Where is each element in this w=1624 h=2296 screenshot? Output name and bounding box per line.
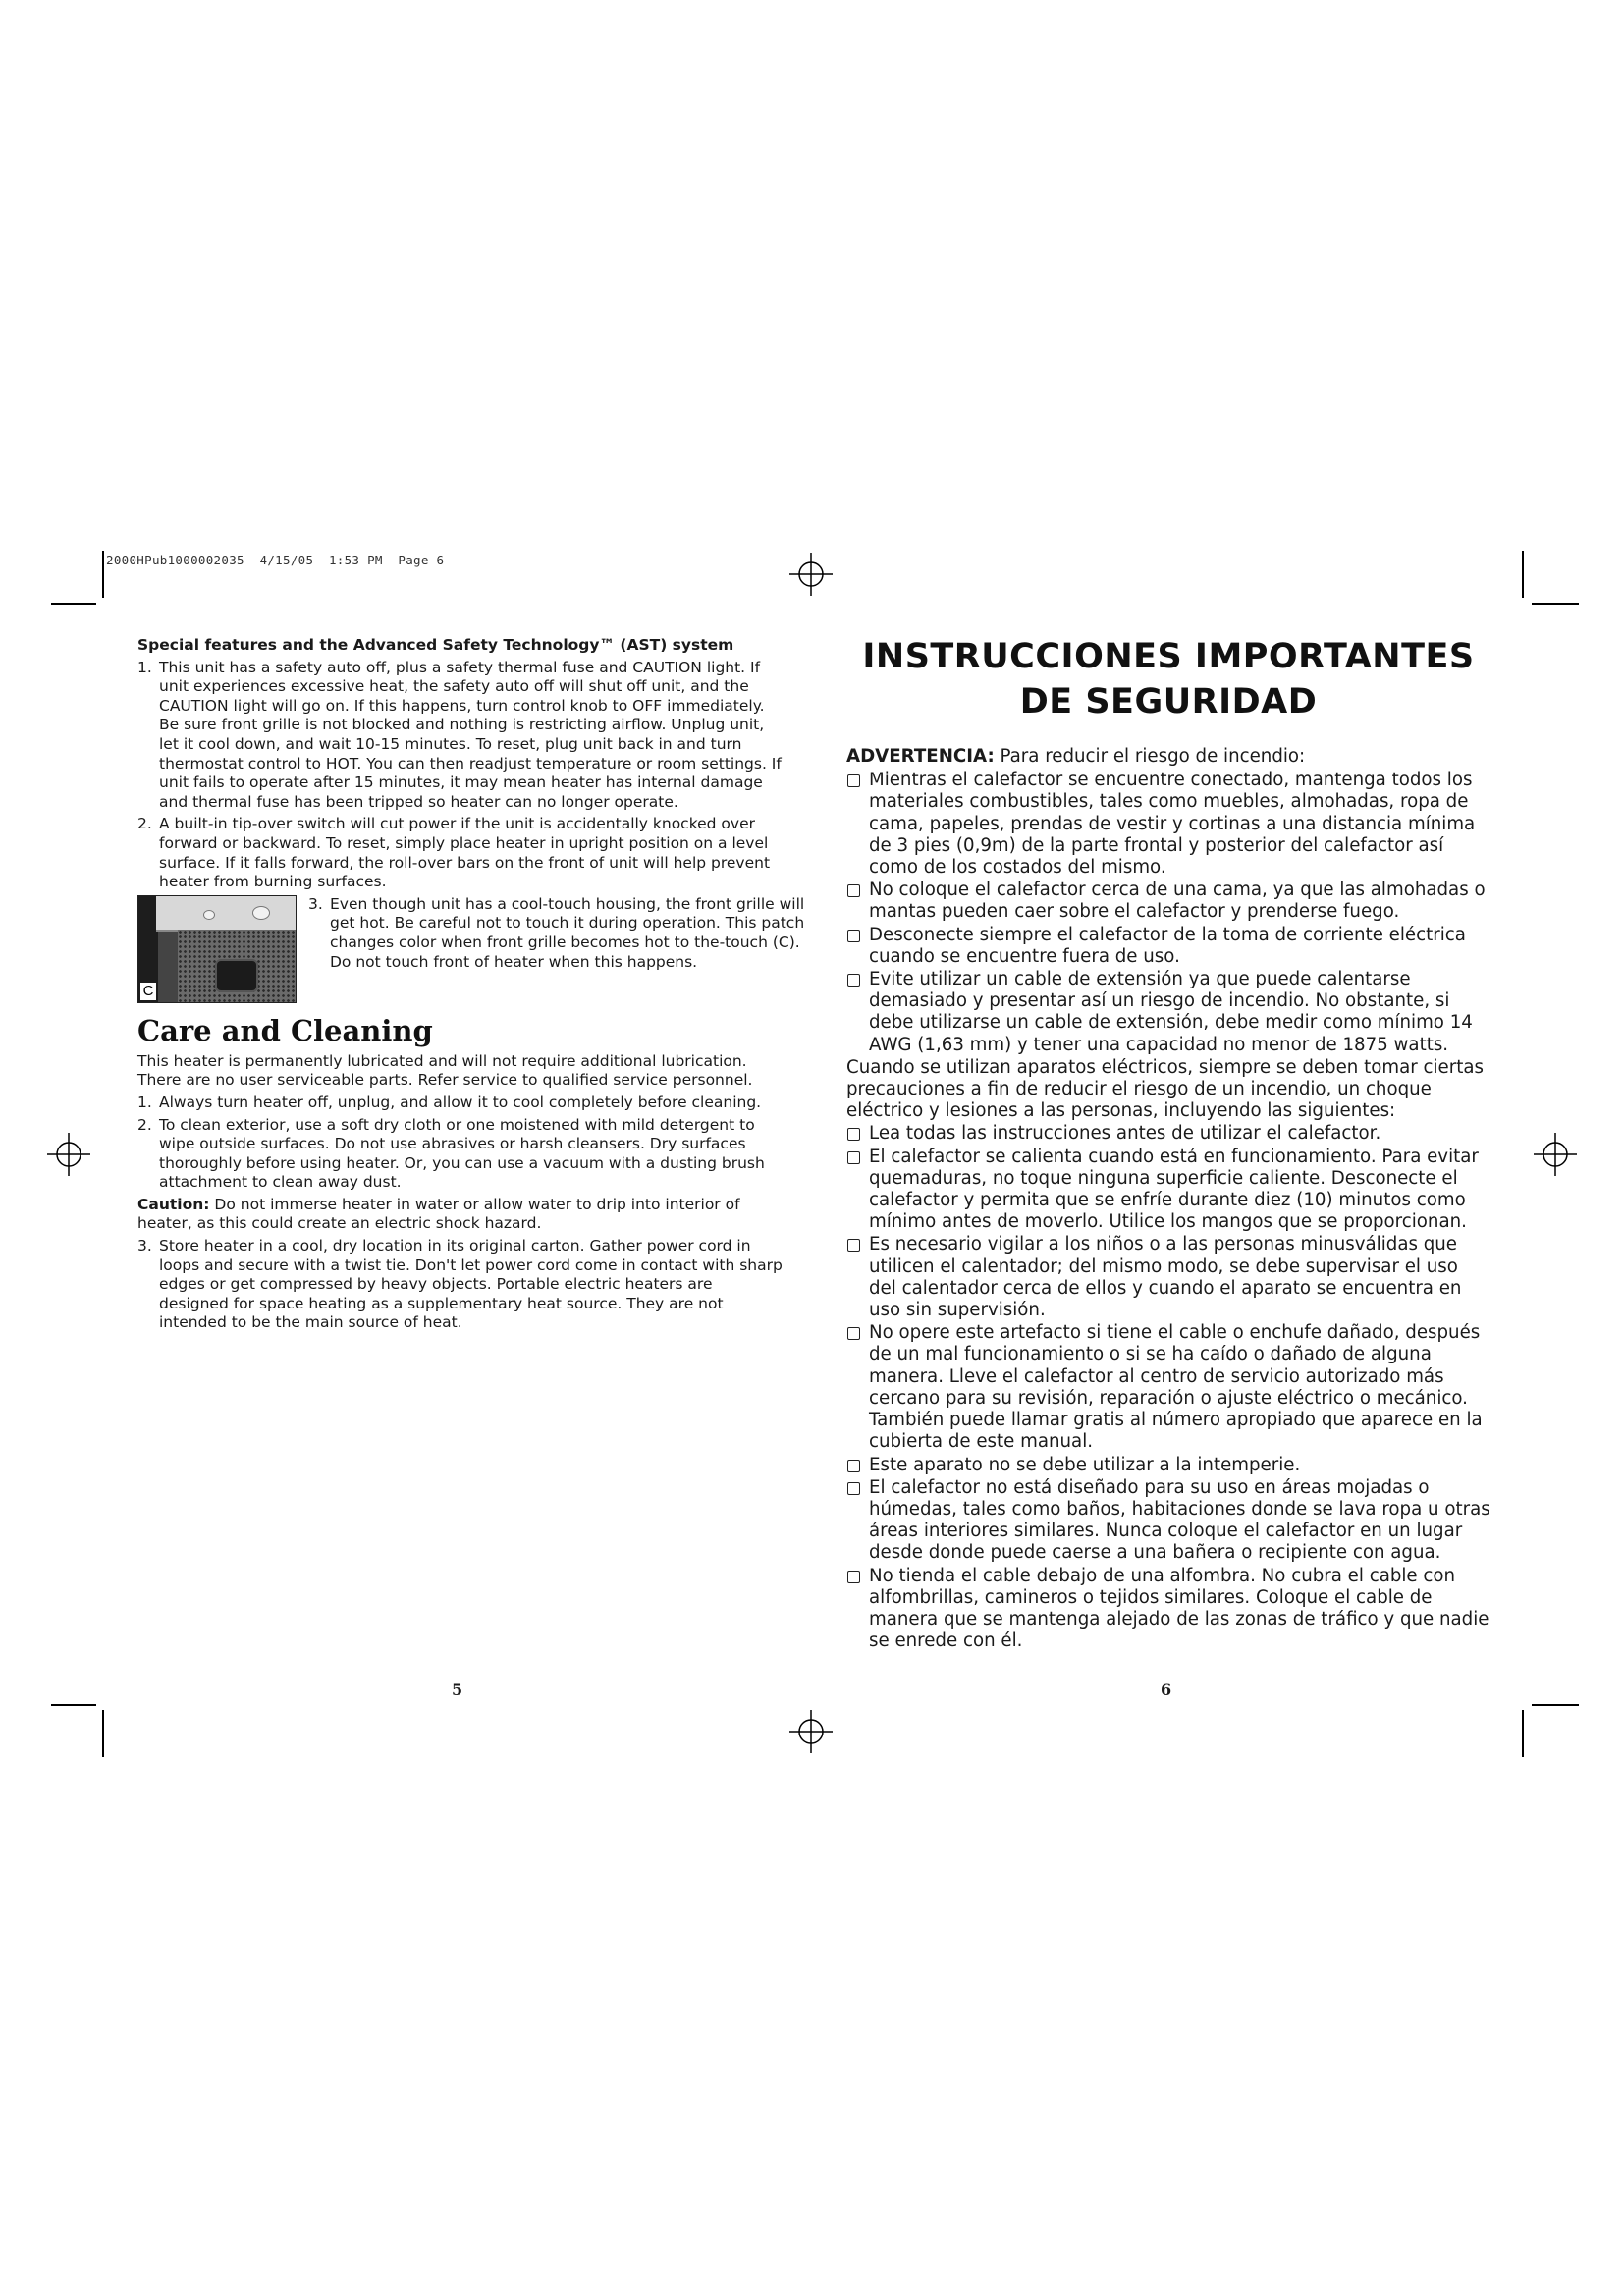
- item-text: Desconecte siempre el calefactor de la toma de corriente eléctrica cuando se encuentre fuera de uso.: [869, 924, 1466, 967]
- features-heading: Special features and the Advanced Safety Technology™ (AST) system: [137, 636, 734, 654]
- page-number-right: 6: [1161, 1681, 1172, 1699]
- list-item: [846, 969, 1490, 1056]
- crop-mark: [51, 603, 96, 605]
- checkbox-icon: [847, 1128, 860, 1141]
- list-item: [846, 925, 1490, 968]
- item-text: Es necesario vigilar a los niños o a las personas minusválidas que utilicen el calentador; del mismo modo, se debe supervisar el uso del calentador cerca de ellos y cuando el aparato se encuentra en uso sin supervisión.: [869, 1234, 1462, 1321]
- item-text: Store heater in a cool, dry location in its original carton. Gather power cord in loops and secure with a twist tie. Don't let power cord come in contact with sharp edges or get compressed by heavy objects. Portable electric heaters are designed for space heating as a supplementary heat source. They are not intended to be the main source of heat.: [159, 1237, 783, 1332]
- item-text: No coloque el calefactor cerca de una cama, ya que las almohadas o mantas pueden caer sobre el calefactor y prenderse fuego.: [869, 880, 1486, 923]
- right-page-column: [846, 634, 1490, 1653]
- checkbox-icon: [847, 974, 860, 987]
- care-intro: This heater is permanently lubricated and will not require additional lubrication. There are no user serviceable parts. Refer service to qualified service personnel.: [137, 1051, 753, 1090]
- page-title: [846, 634, 1490, 724]
- list-item: [846, 1123, 1490, 1145]
- caution-note: [137, 1196, 783, 1234]
- item-text: To clean exterior, use a soft dry cloth or one moistened with mild detergent to wipe outside surfaces. Do not use abrasives or harsh cleansers. Dry surfaces thoroughly before using heater. Or, you can use a vacuum with a dusting brush attachment to clean away dust.: [159, 1115, 765, 1192]
- warning-line: [846, 746, 1490, 768]
- warning-text: Para reducir el riesgo de incendio:: [994, 746, 1306, 767]
- checkbox-icon: [847, 1151, 860, 1164]
- warning-list: [846, 770, 1490, 1056]
- photo-indicator: [203, 910, 215, 920]
- crop-mark: [1532, 603, 1579, 605]
- photo-knob: [252, 906, 270, 920]
- item-number: 3.: [137, 1237, 152, 1255]
- item-number: 3.: [308, 894, 323, 913]
- photo-patch: [215, 959, 258, 992]
- precautions-list: [846, 1123, 1490, 1652]
- list-item: [846, 1147, 1490, 1234]
- crop-mark: [1532, 1704, 1579, 1706]
- checkbox-icon: [847, 1239, 860, 1252]
- registration-mark-icon: [789, 553, 833, 596]
- care-list: [137, 1094, 783, 1193]
- item-number: 1.: [137, 658, 152, 676]
- item-text: Mientras el calefactor se encuentre conectado, mantenga todos los materiales combustibles, tales como muebles, almohadas, ropa de cama, papeles, prendas de vestir y cortinas a una distancia mínima de 3 pies (0,9m) de la parte frontal y posterior del calefactor así como de los costados del mismo.: [869, 770, 1476, 879]
- checkbox-icon: [847, 1327, 860, 1340]
- list-item: [137, 1237, 783, 1333]
- item-text: El calefactor se calienta cuando está en funcionamiento. Para evitar quemaduras, no toque ninguna superficie caliente. Desconecte el calefactor y permita que se enfríe durante diez (10) minutos como mínimo antes de moverlo. Utilice los mangos que se proporcionan.: [869, 1146, 1479, 1233]
- list-item: [137, 1116, 783, 1193]
- print-slug: 2000HPub1000002035 4/15/05 1:53 PM Page 6: [106, 553, 445, 567]
- item-text: El calefactor no está diseñado para su uso en áreas mojadas o húmedas, tales como baños, habitaciones donde se lava ropa u otras áreas interiores similares. Nunca coloque el calefactor en un lugar desde donde puede caerse a una bañera o recipiente con agua.: [869, 1476, 1490, 1564]
- item-text: Evite utilizar un cable de extensión ya que puede calentarse demasiado y presentar así un riesgo de incendio. No obstante, si debe utilizarse un cable de extensión, debe medir como mínimo 14 AWG (1,63 mm) y tener una capacidad no menor de 1875 watts.: [869, 969, 1473, 1055]
- list-item: [308, 895, 805, 972]
- warning-label: ADVERTENCIA:: [846, 746, 995, 767]
- item-text: This unit has a safety auto off, plus a safety thermal fuse and CAUTION light. If unit experiences excessive heat, the safety auto off will shut off unit, and the CAUTION light will go on. If this happens, turn control knob to OFF immediately. Be sure front grille is not blocked and nothing is restricting airflow. Unplug unit, let it cool down, and wait 10-15 minutes. To reset, plug unit back in and turn thermostat control to HOT. You can then readjust temperature or room settings. If unit fails to operate after 15 minutes, it may mean heater has internal damage and thermal fuse has been tripped so heater can no longer operate.: [159, 658, 782, 811]
- item-number: 2.: [137, 815, 152, 833]
- crop-mark: [102, 551, 104, 598]
- registration-mark-icon: [1534, 1133, 1577, 1176]
- list-item: [846, 1566, 1490, 1653]
- item-text: Lea todas las instrucciones antes de utilizar el calefactor.: [869, 1123, 1381, 1145]
- item-text: No tienda el cable debajo de una alfombra. No cubra el cable con alfombrillas, camineros o tejidos similares. Coloque el cable de manera que se mantenga alejado de las zonas de tráfico y que nadie se enrede con él.: [869, 1565, 1489, 1652]
- photo-top-panel: [156, 896, 296, 932]
- item-text: Always turn heater off, unplug, and allow it to cool completely before cleaning.: [159, 1093, 762, 1111]
- photo-item-row: [137, 894, 805, 1009]
- list-item: [846, 880, 1490, 923]
- care-list-continued: [137, 1237, 783, 1333]
- list-item: [846, 1234, 1490, 1321]
- list-item: [846, 1455, 1490, 1476]
- precautions-intro: Cuando se utilizan aparatos eléctricos, siempre se deben tomar ciertas precauciones a fin de reducir el riesgo de un incendio, un choque eléctrico y lesiones a las personas, incluyendo las siguientes:: [846, 1056, 1484, 1122]
- item-text: Este aparato no se debe utilizar a la intemperie.: [869, 1454, 1301, 1475]
- care-title: Care and Cleaning: [137, 1013, 433, 1047]
- left-page-column: [137, 636, 805, 1336]
- list-item: [846, 1477, 1490, 1565]
- registration-mark-icon: [789, 1710, 833, 1753]
- page-number-left: 5: [452, 1681, 463, 1699]
- crop-mark: [102, 1710, 104, 1757]
- title-line-1: INSTRUCCIONES IMPORTANTES: [862, 637, 1475, 676]
- list-item: [137, 815, 783, 891]
- checkbox-icon: [847, 1482, 860, 1495]
- crop-mark: [1522, 551, 1524, 598]
- caution-text: Do not immerse heater in water or allow water to drip into interior of heater, as this could create an electric shock hazard.: [137, 1195, 740, 1233]
- item-text: No opere este artefacto si tiene el cable o enchufe dañado, después de un mal funcionamiento o si se ha caído o dañado de alguna manera. Lleve el calefactor al centro de servicio autorizado más cercano para su revisión, reparación o ajuste eléctrico o mecánico. También puede llamar gratis al número apropiado que aparece en la cubierta de este manual.: [869, 1322, 1483, 1453]
- checkbox-icon: [847, 774, 860, 787]
- registration-mark-icon: [47, 1133, 90, 1176]
- features-list: [137, 659, 783, 892]
- heater-photo: [137, 895, 297, 1003]
- list-item: [846, 770, 1490, 879]
- title-line-2: DE SEGURIDAD: [1019, 682, 1318, 721]
- checkbox-icon: [847, 930, 860, 942]
- item-number: 1.: [137, 1093, 152, 1111]
- checkbox-icon: [847, 1460, 860, 1472]
- list-item: [846, 1322, 1490, 1453]
- item-text: A built-in tip-over switch will cut power if the unit is accidentally knocked over forward or backward. To reset, simply place heater in upright position on a level surface. If it falls forward, the roll-over bars on the front of unit will help prevent heater from burning surfaces.: [159, 815, 771, 891]
- photo-label: C: [140, 983, 156, 1000]
- crop-mark: [51, 1704, 96, 1706]
- caution-label: Caution:: [137, 1195, 210, 1213]
- checkbox-icon: [847, 884, 860, 897]
- checkbox-icon: [847, 1571, 860, 1583]
- crop-mark: [1522, 1710, 1524, 1757]
- list-item: [137, 659, 783, 813]
- item-number: 2.: [137, 1115, 152, 1134]
- item-text: Even though unit has a cool-touch housing, the front grille will get hot. Be careful not to touch it during operation. This patch changes color when front grille becomes hot to the-touch (C). Do not touch front of heater when this happens.: [330, 894, 805, 971]
- list-item: [137, 1094, 783, 1113]
